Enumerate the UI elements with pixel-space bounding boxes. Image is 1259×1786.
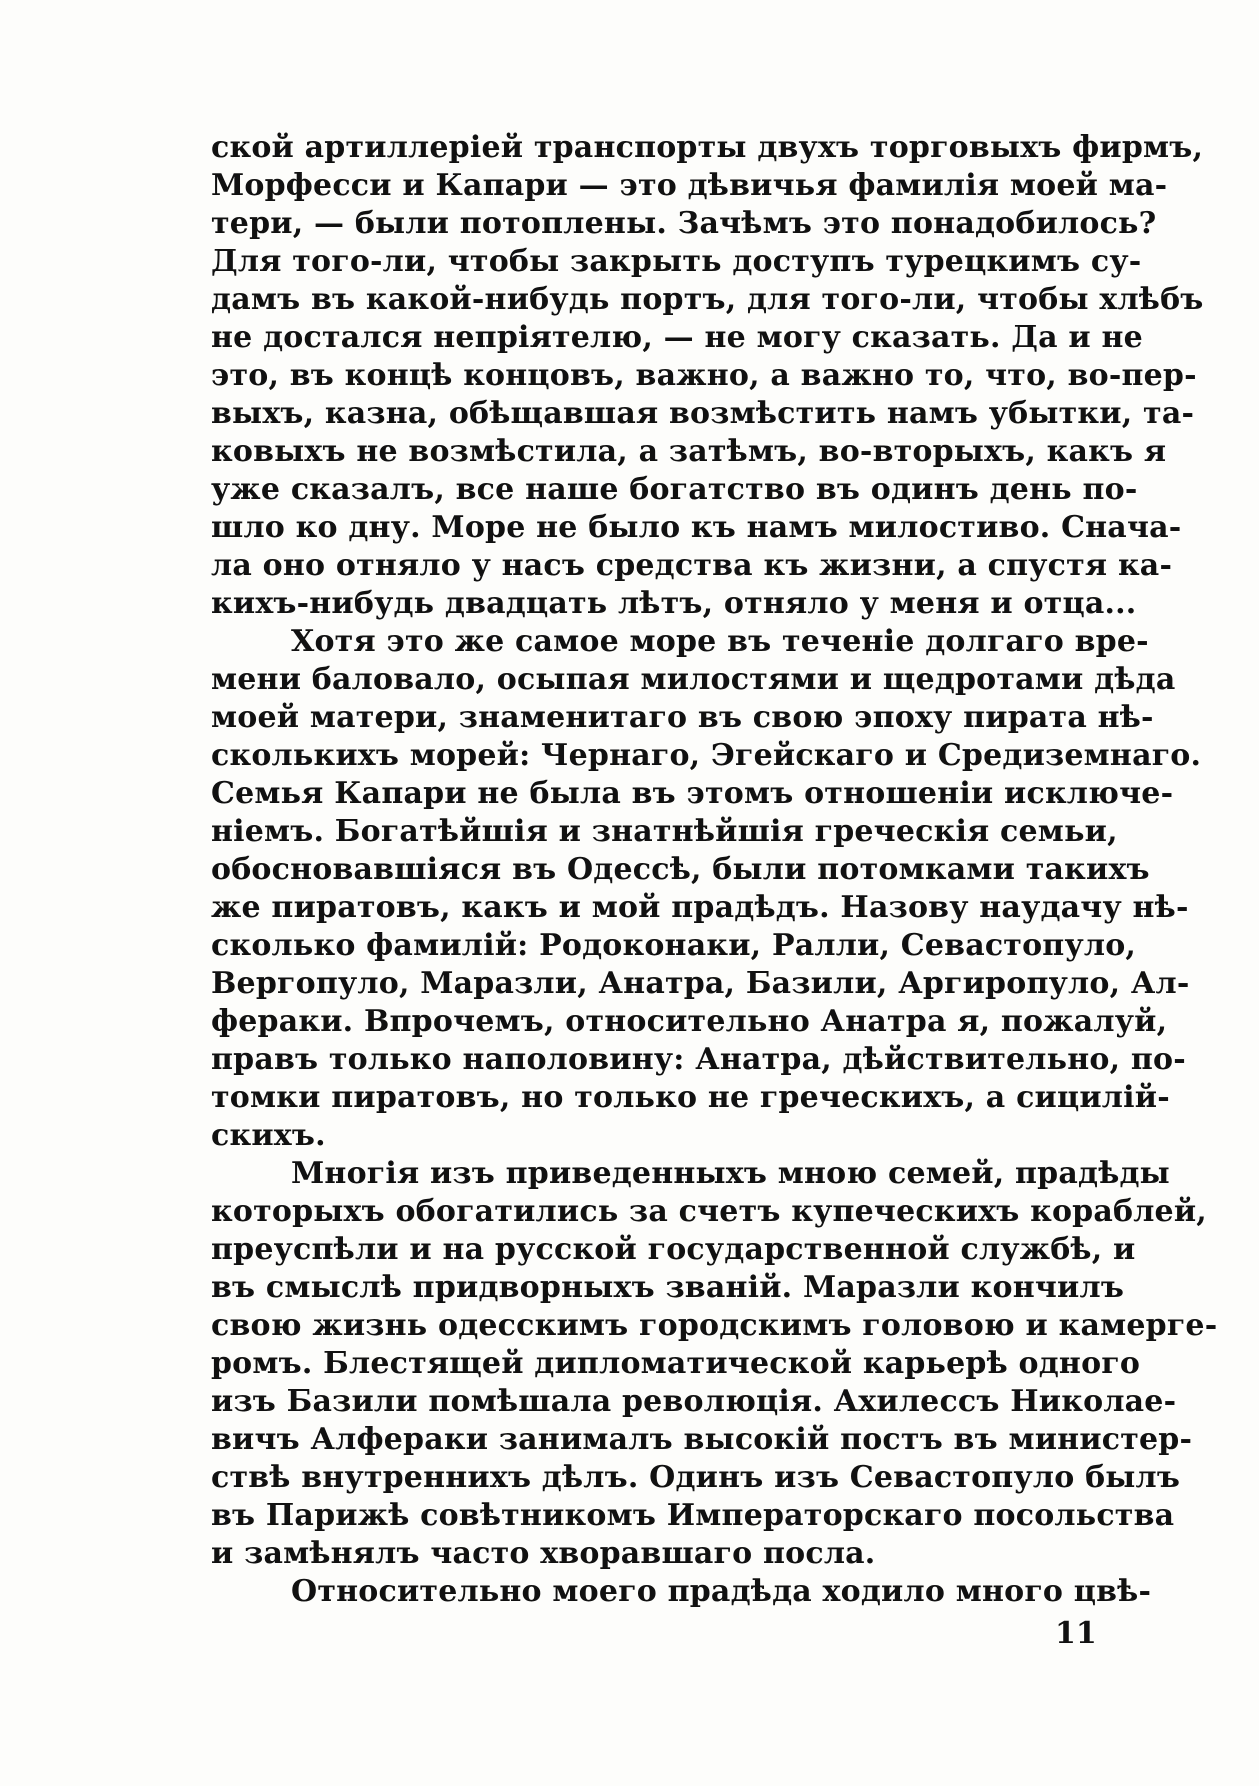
text-line: Семья Капари не была въ этомъ отношеніи исключе- — [211, 776, 1174, 811]
text-line: дамъ въ какой-нибудь портъ, для того-ли, чтобы хлѣбъ — [211, 282, 1204, 317]
text-line: и замѣнялъ часто хворавшаго посла. — [211, 1536, 876, 1571]
text-line: обосновавшіяся въ Одессѣ, были потомками такихъ — [211, 852, 1150, 887]
text-line: уже сказалъ, все наше богатство въ одинъ день по- — [211, 472, 1138, 507]
text-line: ла оно отняло у насъ средства къ жизни, а спустя ка- — [211, 548, 1173, 583]
text-line: сколько фамилій: Родоконаки, Ралли, Севастопуло, — [211, 928, 1137, 963]
text-line: выхъ, казна, обѣщавшая возмѣстить намъ убытки, та- — [211, 396, 1195, 431]
text-line: мени баловало, осыпая милостями и щедротами дѣда — [211, 662, 1176, 697]
text-line: ромъ. Блестящей дипломатической карьерѣ одного — [211, 1346, 1141, 1381]
text-line: свою жизнь одесскимъ городскимъ головою и камерге- — [211, 1308, 1218, 1343]
text-line: въ Парижѣ совѣтникомъ Императорскаго посольства — [211, 1498, 1175, 1533]
text-line: Для того-ли, чтобы закрыть доступъ турецкимъ су- — [211, 244, 1142, 279]
text-line: Хотя это же самое море въ теченіе долгаго вре- — [291, 624, 1149, 659]
text-line: изъ Базили помѣшала революція. Ахилессъ Николае- — [211, 1384, 1177, 1419]
text-line: ніемъ. Богатѣйшія и знатнѣйшія греческія семьи, — [211, 814, 1118, 849]
text-line: вичъ Алфераки занималъ высокій постъ въ министер- — [211, 1422, 1193, 1457]
text-line: Морфесси и Капари — это дѣвичья фамилія моей ма- — [211, 168, 1168, 203]
text-line: фераки. Впрочемъ, относительно Анатра я, пожалуй, — [211, 1004, 1168, 1039]
text-line: правъ только наполовину: Анатра, дѣйствительно, по- — [211, 1042, 1186, 1077]
text-line: томки пиратовъ, но только не греческихъ, а сицилій- — [211, 1080, 1170, 1115]
text-line: скихъ. — [211, 1118, 326, 1153]
text-line: ствѣ внутреннихъ дѣлъ. Одинъ изъ Севастопуло былъ — [211, 1460, 1181, 1495]
text-line: Вергопуло, Маразли, Анатра, Базили, Аргиропуло, Ал- — [211, 966, 1190, 1001]
text-line: не достался непріятелю, — не могу сказать. Да и не — [211, 320, 1143, 355]
page-number: 11 — [1055, 1616, 1097, 1651]
text-line: сколькихъ морей: Чернаго, Эгейскаго и Средиземнаго. — [211, 738, 1202, 773]
body-text — [211, 129, 1218, 1611]
text-line: въ смыслѣ придворныхъ званій. Маразли кончилъ — [211, 1270, 1125, 1305]
text-line: же пиратовъ, какъ и мой прадѣдъ. Назову наудачу нѣ- — [211, 890, 1189, 925]
text-line: моей матери, знаменитаго въ свою эпоху пирата нѣ- — [211, 700, 1154, 735]
text-line: ковыхъ не возмѣстила, а затѣмъ, во-вторыхъ, какъ я — [211, 434, 1167, 469]
text-line: Многія изъ приведенныхъ мною семей, прадѣды — [291, 1156, 1170, 1191]
text-line: шло ко дну. Море не было къ намъ милостиво. Снача- — [211, 510, 1182, 545]
text-line: тери, — были потоплены. Зачѣмъ это понадобилось? — [211, 206, 1157, 241]
text-line: ской артиллеріей транспорты двухъ торговыхъ фирмъ, — [211, 130, 1204, 165]
text-line: Относительно моего прадѣда ходило много цвѣ- — [291, 1574, 1152, 1609]
text-line: преуспѣли и на русской государственной службѣ, и — [211, 1232, 1136, 1267]
text-line: это, въ концѣ концовъ, важно, а важно то, что, во-пер- — [211, 358, 1197, 393]
text-line: кихъ-нибудь двадцать лѣтъ, отняло у меня и отца... — [211, 586, 1137, 621]
text-line: которыхъ обогатились за счетъ купеческихъ кораблей, — [211, 1194, 1207, 1229]
